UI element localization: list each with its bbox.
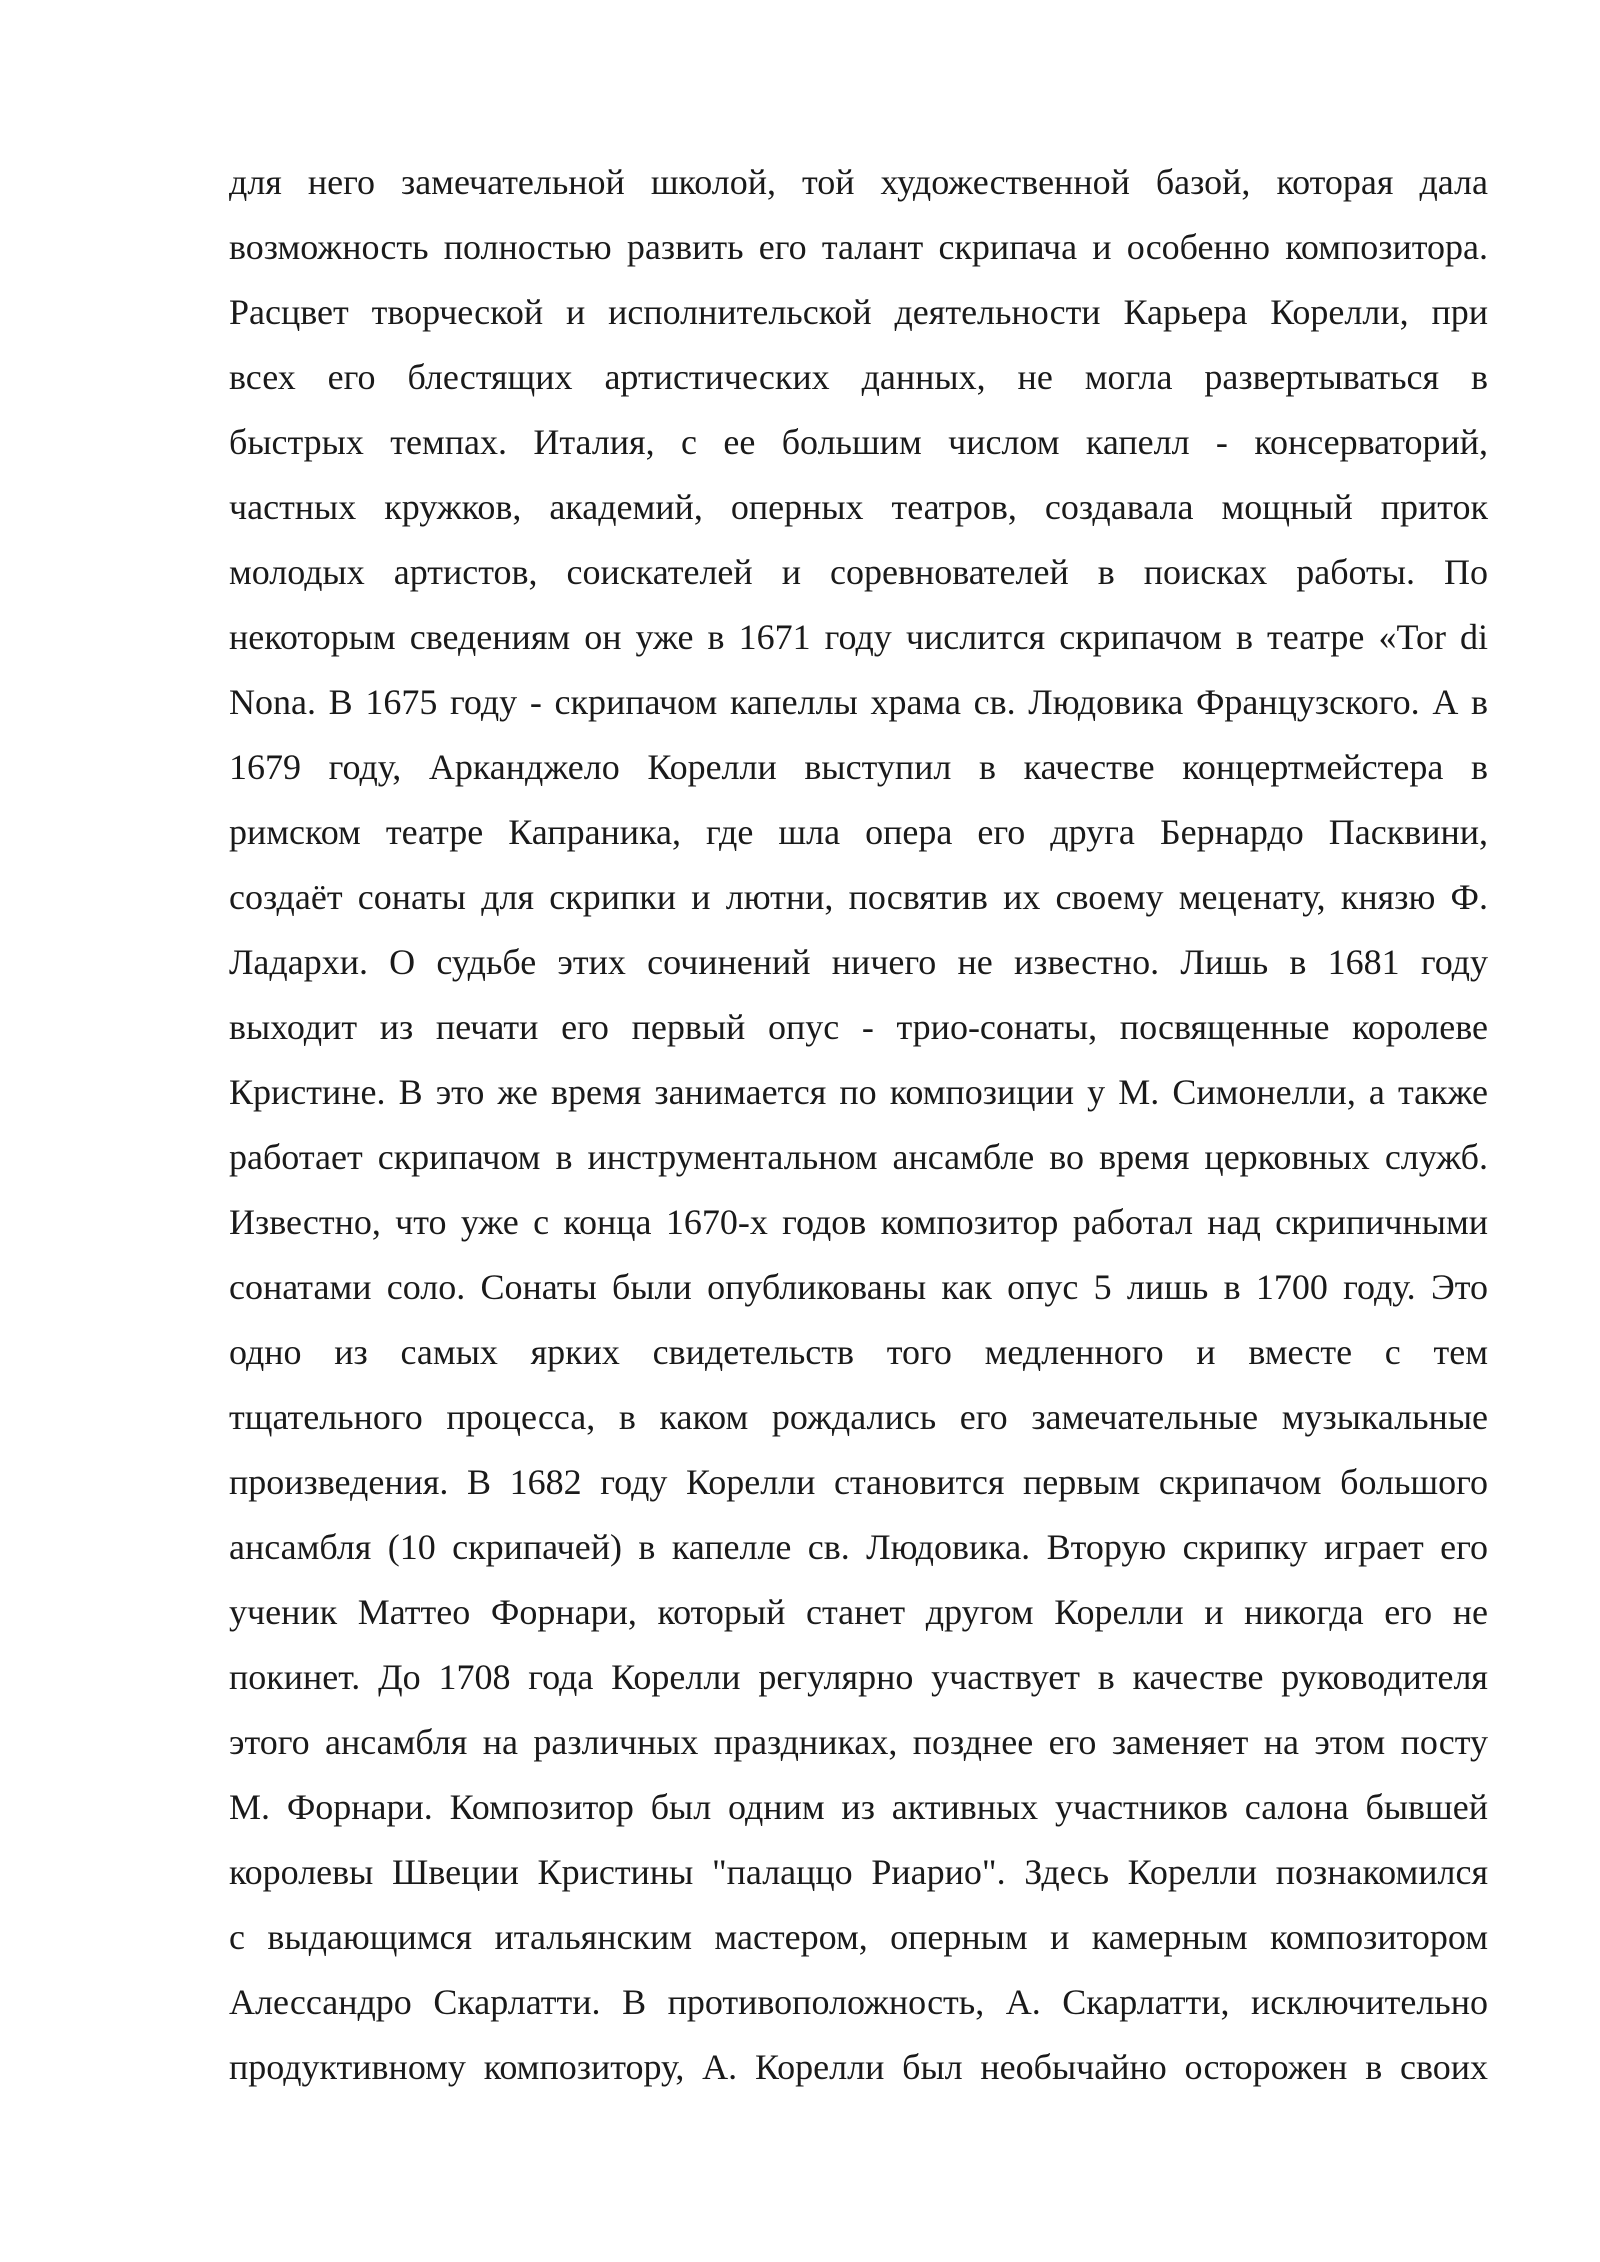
text-line-5: быстрых темпах. Италия, с ее большим числом капелл - консерваторий, — [229, 422, 1488, 462]
text-line-21: произведения. В 1682 году Корелли становится первым скрипачом большого — [229, 1462, 1488, 1502]
text-line-2: возможность полностью развить его талант скрипача и особенно композитора. — [229, 227, 1488, 267]
text-line-6: частных кружков, академий, оперных театров, создавала мощный приток — [229, 487, 1488, 527]
text-line-22: ансамбля (10 скрипачей) в капелле св. Людовика. Вторую скрипку играет его — [229, 1527, 1488, 1567]
text-line-1: для него замечательной школой, той художественной базой, которая дала — [229, 162, 1488, 202]
text-line-12: создаёт сонаты для скрипки и лютни, посвятив их своему меценату, князю Ф. — [229, 877, 1488, 917]
text-line-19: одно из самых ярких свидетельств того медленного и вместе с тем — [229, 1332, 1488, 1372]
text-line-3: Расцвет творческой и исполнительской деятельности Карьера Корелли, при — [229, 292, 1488, 332]
text-line-15: Кристине. В это же время занимается по композиции у М. Симонелли, а также — [229, 1072, 1488, 1112]
text-line-20: тщательного процесса, в каком рождались его замечательные музыкальные — [229, 1397, 1488, 1437]
text-line-24: покинет. До 1708 года Корелли регулярно участвует в качестве руководителя — [229, 1657, 1488, 1697]
text-line-8: некоторым сведениям он уже в 1671 году числится скрипачом в театре «Tor di — [229, 617, 1488, 657]
text-line-9: Nona. В 1675 году - скрипачом капеллы храма св. Людовика Французского. А в — [229, 682, 1488, 722]
text-line-14: выходит из печати его первый опус - трио-сонаты, посвященные королеве — [229, 1007, 1488, 1047]
text-line-13: Ладархи. О судьбе этих сочинений ничего не известно. Лишь в 1681 году — [229, 942, 1488, 982]
text-line-18: сонатами соло. Сонаты были опубликованы как опус 5 лишь в 1700 году. Это — [229, 1267, 1488, 1307]
text-line-30: продуктивному композитору, А. Корелли был необычайно осторожен в своих — [229, 2047, 1488, 2087]
text-line-25: этого ансамбля на различных праздниках, позднее его заменяет на этом посту — [229, 1722, 1488, 1762]
text-line-28: с выдающимся итальянским мастером, оперным и камерным композитором — [229, 1917, 1488, 1957]
text-line-27: королевы Швеции Кристины "палаццо Риарио". Здесь Корелли познакомился — [229, 1852, 1488, 1892]
text-line-29: Алессандро Скарлатти. В противоположность, А. Скарлатти, исключительно — [229, 1982, 1488, 2022]
text-line-10: 1679 году, Арканджело Корелли выступил в качестве концертмейстера в — [229, 747, 1488, 787]
text-line-11: римском театре Капраника, где шла опера его друга Бернардо Пасквини, — [229, 812, 1488, 852]
text-line-4: всех его блестящих артистических данных, не могла развертываться в — [229, 357, 1488, 397]
text-line-26: М. Форнари. Композитор был одним из активных участников салона бывшей — [229, 1787, 1488, 1827]
text-line-16: работает скрипачом в инструментальном ансамбле во время церковных служб. — [229, 1137, 1488, 1177]
text-line-7: молодых артистов, соискателей и соревнователей в поисках работы. По — [229, 552, 1488, 592]
text-line-23: ученик Маттео Форнари, который станет другом Корелли и никогда его не — [229, 1592, 1488, 1632]
text-line-17: Известно, что уже с конца 1670-х годов композитор работал над скрипичными — [229, 1202, 1488, 1242]
body-paragraph — [229, 150, 1488, 2100]
